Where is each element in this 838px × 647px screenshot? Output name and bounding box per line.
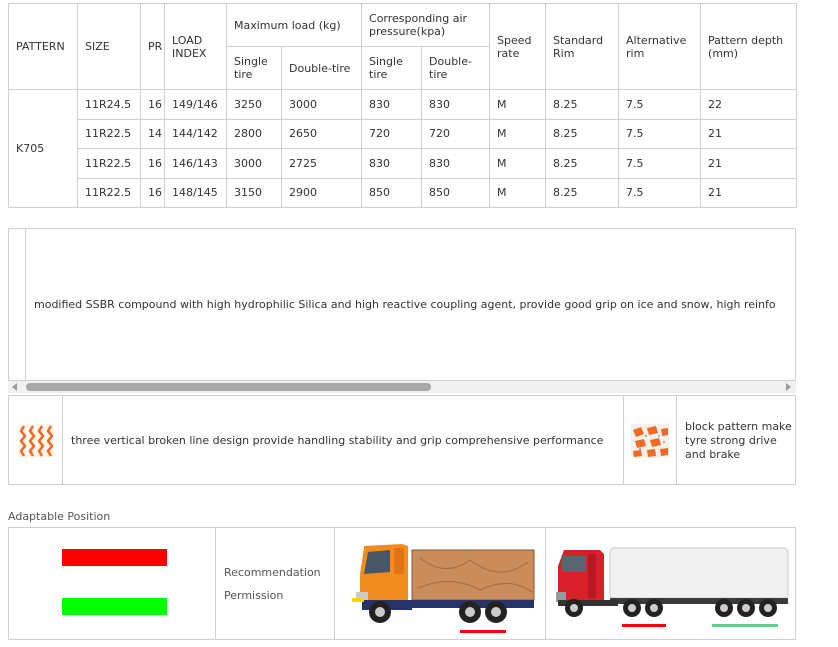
feature2-text-cell <box>677 396 795 484</box>
header-pattern-depth: Pattern depth (mm) <box>701 4 797 90</box>
speed-cell: M <box>490 149 546 179</box>
speed-cell: M <box>490 119 546 149</box>
feature1-text: three vertical broken line design provide handling stability and grip comprehensive performance <box>71 434 604 447</box>
load-index-cell: 148/145 <box>165 178 227 208</box>
feature1-text-cell <box>63 396 624 484</box>
header-speed-rate: Speed rate <box>490 4 546 90</box>
pressure-double-cell: 830 <box>422 90 490 120</box>
table-row <box>9 119 797 149</box>
header-load-double: Double-tire <box>282 47 362 90</box>
load-index-cell: 146/143 <box>165 149 227 179</box>
header-pattern: PATTERN <box>9 4 78 90</box>
pressure-single-cell: 850 <box>362 178 422 208</box>
pr-cell: 14 <box>141 119 165 149</box>
header-load-single: Single tire <box>227 47 282 90</box>
load-double-cell: 2900 <box>282 178 362 208</box>
header-standard-rim: Standard Rim <box>546 4 619 90</box>
rim-cell: 8.25 <box>546 90 619 120</box>
depth-cell: 22 <box>701 90 797 120</box>
header-alternative-rim: Alternative rim <box>619 4 701 90</box>
legend-labels-cell <box>216 528 335 639</box>
scroll-left-arrow-icon[interactable] <box>12 383 17 391</box>
load-single-cell: 3250 <box>227 90 282 120</box>
pr-cell: 16 <box>141 178 165 208</box>
recommendation-label: Recommendation <box>224 566 321 579</box>
table-row <box>9 90 797 120</box>
description-text: modified SSBR compound with high hydrophilic Silica and high reactive coupling agent, provide good grip on ice and snow, high reinfo <box>34 298 776 311</box>
spec-table <box>8 3 797 208</box>
size-cell: 11R24.5 <box>78 90 141 120</box>
scrollbar-thumb[interactable] <box>26 383 431 391</box>
horizontal-scrollbar[interactable] <box>8 381 796 393</box>
table-row <box>9 178 797 208</box>
feature1-icon-cell <box>9 396 63 484</box>
header-max-load: Maximum load (kg) <box>227 4 362 47</box>
adaptable-position-panel <box>8 527 796 640</box>
feature2-text: block pattern make tyre strong drive and brake <box>685 420 792 461</box>
load-single-cell: 3150 <box>227 178 282 208</box>
size-cell: 11R22.5 <box>78 178 141 208</box>
load-single-cell: 3000 <box>227 149 282 179</box>
permission-label: Permission <box>224 589 284 602</box>
pr-cell: 16 <box>141 90 165 120</box>
load-double-cell: 2725 <box>282 149 362 179</box>
load-index-cell: 149/146 <box>165 90 227 120</box>
load-double-cell: 3000 <box>282 90 362 120</box>
alt-rim-cell: 7.5 <box>619 149 701 179</box>
pressure-double-cell: 720 <box>422 119 490 149</box>
tractor-trailer-icon <box>554 544 790 636</box>
pr-cell: 16 <box>141 149 165 179</box>
tractor-trailer-image-cell <box>546 528 797 639</box>
wavy-lines-icon <box>18 424 54 458</box>
size-cell: 11R22.5 <box>78 119 141 149</box>
rim-cell: 8.25 <box>546 178 619 208</box>
cargo-truck-icon <box>350 538 536 636</box>
pattern-name-cell: K705 <box>9 90 78 208</box>
pressure-double-cell: 830 <box>422 149 490 179</box>
speed-cell: M <box>490 178 546 208</box>
pressure-single-cell: 720 <box>362 119 422 149</box>
adaptable-position-title: Adaptable Position <box>8 510 111 523</box>
alt-rim-cell: 7.5 <box>619 178 701 208</box>
truck-image-cell <box>335 528 546 639</box>
load-double-cell: 2650 <box>282 119 362 149</box>
header-load-index: LOAD INDEX <box>165 4 227 90</box>
load-index-cell: 144/142 <box>165 119 227 149</box>
permission-color-bar <box>62 598 167 615</box>
panel-gutter <box>25 229 26 380</box>
header-pressure: Corresponding air pressure(kpa) <box>362 4 490 47</box>
scroll-right-arrow-icon[interactable] <box>786 383 791 391</box>
depth-cell: 21 <box>701 149 797 179</box>
speed-cell: M <box>490 90 546 120</box>
feature2-icon-cell <box>624 396 677 484</box>
pressure-double-cell: 850 <box>422 178 490 208</box>
features-row <box>8 395 796 485</box>
header-pressure-single: Single tire <box>362 47 422 90</box>
rim-cell: 8.25 <box>546 149 619 179</box>
depth-cell: 21 <box>701 119 797 149</box>
alt-rim-cell: 7.5 <box>619 90 701 120</box>
load-single-cell: 2800 <box>227 119 282 149</box>
alt-rim-cell: 7.5 <box>619 119 701 149</box>
header-pressure-double: Double-tire <box>422 47 490 90</box>
block-pattern-icon <box>631 424 669 458</box>
pressure-single-cell: 830 <box>362 149 422 179</box>
header-size: SIZE <box>78 4 141 90</box>
recommendation-color-bar <box>62 549 167 566</box>
rim-cell: 8.25 <box>546 119 619 149</box>
table-row <box>9 149 797 179</box>
depth-cell: 21 <box>701 178 797 208</box>
header-pr: PR <box>141 4 165 90</box>
legend-cell <box>9 528 216 639</box>
description-panel <box>8 228 796 381</box>
pressure-single-cell: 830 <box>362 90 422 120</box>
size-cell: 11R22.5 <box>78 149 141 179</box>
